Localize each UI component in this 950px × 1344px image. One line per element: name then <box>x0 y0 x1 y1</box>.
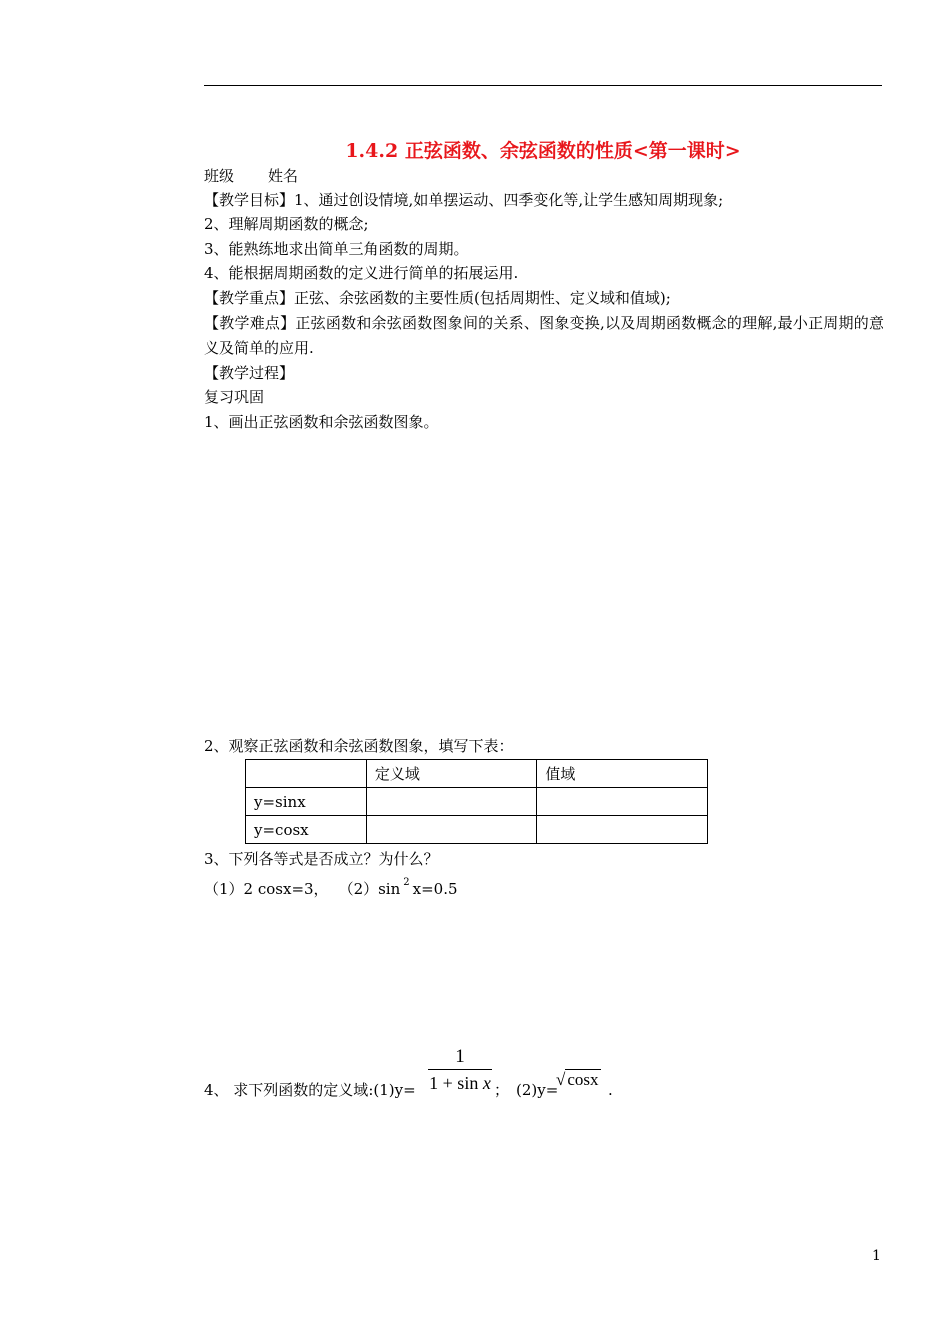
review-heading: 复习巩固 <box>204 388 265 406</box>
question-4-end: . <box>608 1081 613 1099</box>
fraction <box>428 1045 492 1096</box>
question-3-items <box>204 877 458 904</box>
goal-4: 4、能根据周期函数的定义进行简单的拓展运用. <box>204 264 519 282</box>
domain-range-table <box>245 759 708 844</box>
denominator-text: 1 + sin <box>429 1073 483 1093</box>
radicand: cosx <box>567 1070 599 1089</box>
fraction-denominator <box>428 1070 492 1096</box>
name-label: 姓名 <box>268 167 299 185</box>
question-4-separator: ； <box>494 1081 510 1099</box>
goal-2: 2、理解周期函数的概念; <box>204 215 369 233</box>
table-header-cell <box>246 760 367 788</box>
difficulties: 【教学难点】正弦函数和余弦函数图象间的关系、图象变换,以及周期函数概念的理解,最小正周期的意义及简单的应用. <box>204 314 884 357</box>
table-header-row <box>246 760 708 788</box>
q3-item-b-exponent: 2 <box>403 877 410 888</box>
header-rule <box>204 85 882 86</box>
table-header-cell: 值域 <box>537 760 708 788</box>
fraction-numerator: 1 <box>455 1046 465 1067</box>
question-4-part2: (2)y= <box>516 1081 559 1099</box>
table-cell: y=sinx <box>246 788 367 816</box>
q3-item-a: （1）2 cosx=3， <box>204 880 329 898</box>
q3-item-b-rest: x=0.5 <box>412 880 458 898</box>
table-header-cell: 定义域 <box>366 760 537 788</box>
denominator-variable: x <box>482 1073 491 1093</box>
table-cell <box>537 788 708 816</box>
table-cell <box>366 788 537 816</box>
table-row <box>246 816 708 844</box>
page-title: 1.4.2 正弦函数、余弦函数的性质<第一课时> <box>345 140 741 162</box>
question-2: 2、观察正弦函数和余弦函数图象，填写下表： <box>204 737 514 755</box>
table-cell <box>537 816 708 844</box>
square-root <box>556 1069 601 1090</box>
goal-3: 3、能熟练地求出简单三角函数的周期。 <box>204 240 469 258</box>
teaching-process-heading: 【教学过程】 <box>204 364 295 382</box>
question-1: 1、画出正弦函数和余弦函数图象。 <box>204 413 439 431</box>
teaching-goals: 【教学目标】1、通过创设情境,如单摆运动、四季变化等,让学生感知周期现象; <box>204 191 724 209</box>
page-number: 1 <box>872 1248 881 1264</box>
class-label: 班级 <box>204 167 235 185</box>
question-3: 3、下列各等式是否成立？为什么？ <box>204 850 439 868</box>
table-row <box>246 788 708 816</box>
table-cell <box>366 816 537 844</box>
key-points: 【教学重点】正弦、余弦函数的主要性质(包括周期性、定义域和值域); <box>204 289 671 307</box>
q3-item-b: （2）sin <box>338 880 401 898</box>
table-cell: y=cosx <box>246 816 367 844</box>
radical-icon: √ <box>556 1070 566 1089</box>
question-4-prefix: 4、 求下列函数的定义域:(1)y= <box>204 1081 416 1099</box>
class-name-line <box>204 164 298 188</box>
